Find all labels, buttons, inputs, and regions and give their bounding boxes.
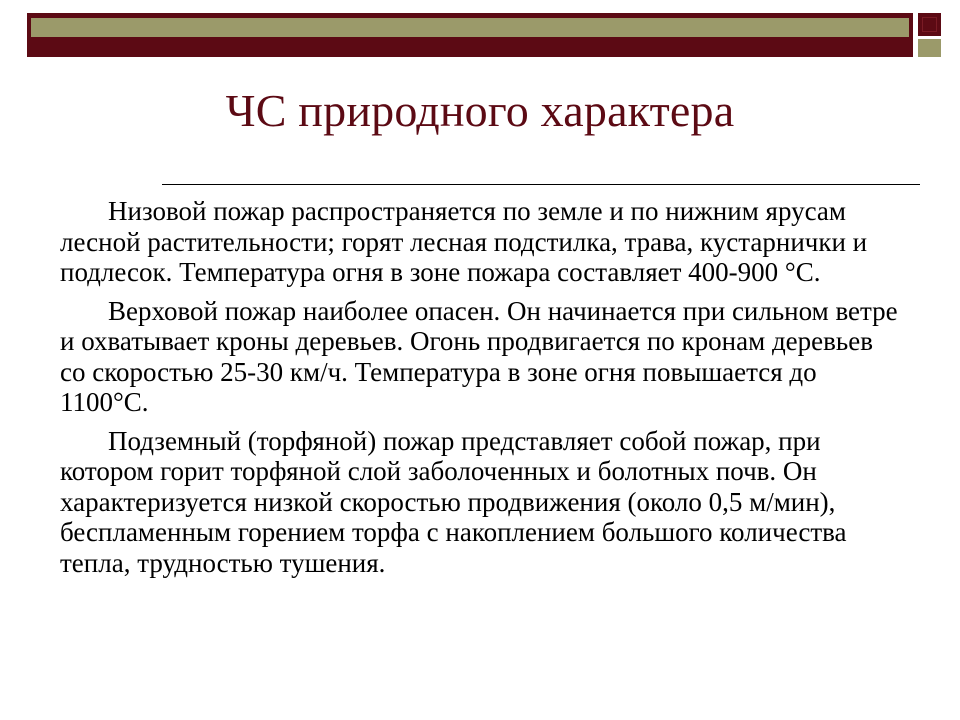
paragraph-peat-fire: Подземный (торфяной) пожар представляет собой пожар, при котором горит торфяной слой заболоченных и болотных почв. Он характеризуется низкой скоростью продвижения (около 0,5 м/мин), беспламенным горением торфа с накоплением большого количества тепла, трудностью тушения.: [60, 425, 847, 578]
title-divider: [162, 184, 920, 185]
corner-square-dark-inner: [922, 17, 937, 32]
corner-square-olive: [918, 39, 941, 57]
paragraph-crown-fire: Верховой пожар наиболее опасен. Он начинается при сильном ветре и охватывает кроны деревьев. Огонь продвигается по кронам деревьев со скоростью 25-30 км/ч. Температура в зоне огня повышается до 1100°С.: [60, 295, 898, 417]
slide-body: [60, 196, 900, 586]
slide-title: ЧС природного характера: [225, 85, 735, 136]
top-banner-stripe: [31, 18, 909, 37]
paragraph-ground-fire: Низовой пожар распространяется по земле и по нижним ярусам лесной растительности; горят лесная подстилка, трава, кустарнички и подлесок. Температура огня в зоне пожара составляет 400-900 °С.: [60, 196, 868, 287]
